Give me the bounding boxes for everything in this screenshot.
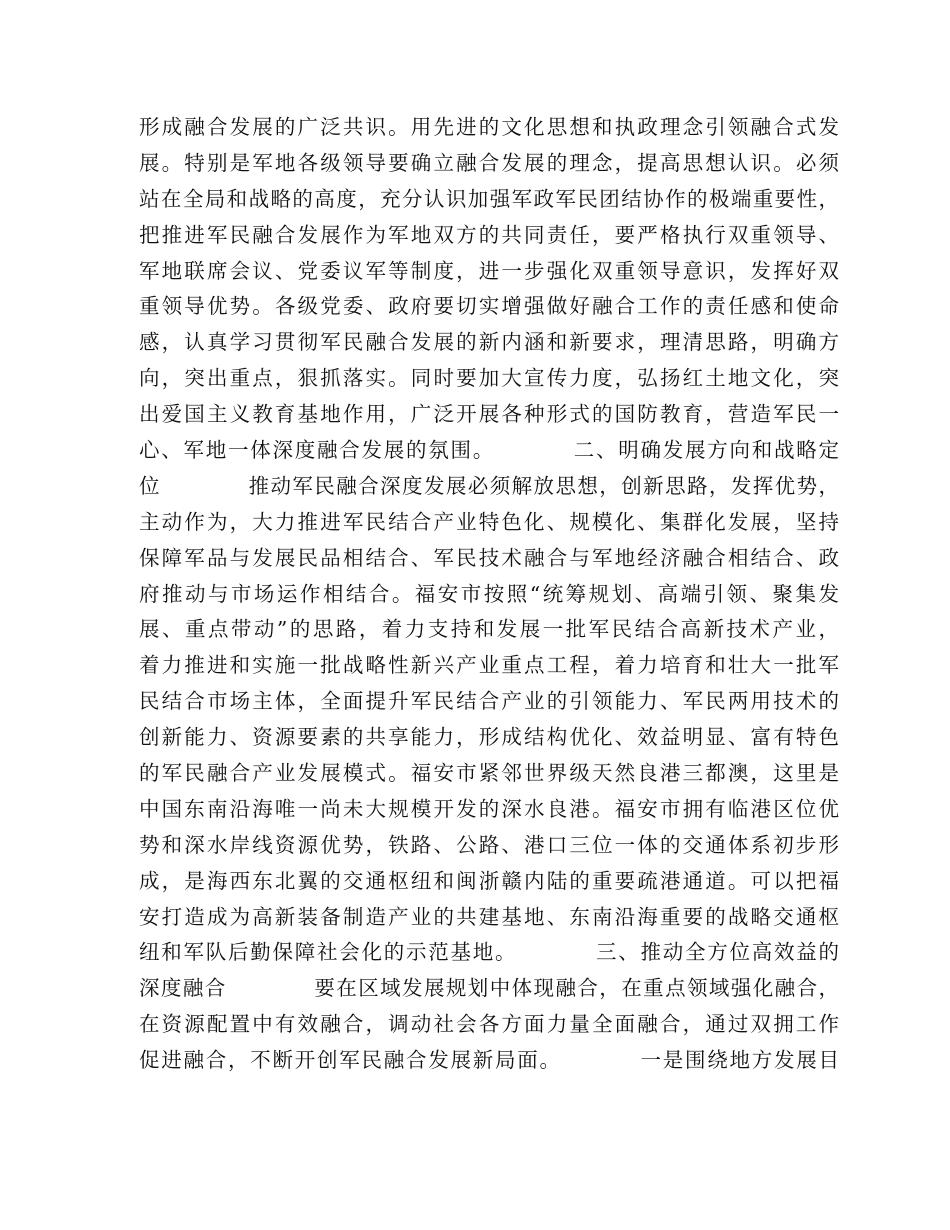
text-line: 位 推动军民融合深度发展必须解放思想，创新思路，发挥优势， [139,473,839,498]
text-line: 展。特别是军地各级领导要确立融合发展的理念，提高思想认识。必须 [139,150,839,175]
text-line: 向，突出重点，狠抓落实。同时要加大宣传力度，弘扬红土地文化，突 [139,366,839,391]
text-line: 站在全局和战略的高度，充分认识加强军政军民团结协作的极端重要性， [139,186,839,211]
text-line: 出爱国主义教育基地作用，广泛开展各种形式的国防教育，营造军民一 [139,402,839,427]
text-line: 心、军地一体深度融合发展的氛围。 二、明确发展方向和战略定 [139,438,839,463]
body-text [139,110,839,1079]
text-line: 势和深水岸线资源优势，铁路、公路、港口三位一体的交通体系初步形 [139,832,839,857]
text-line: 把推进军民融合发展作为军地双方的共同责任，要严格执行双重领导、 [139,222,839,247]
text-line: 感，认真学习贯彻军民融合发展的新内涵和新要求，理清思路，明确方 [139,330,839,355]
text-line: 保障军品与发展民品相结合、军民技术融合与军地经济融合相结合、政 [139,545,839,570]
text-line: 成，是海西东北翼的交通枢纽和闽浙赣内陆的重要疏港通道。可以把福 [139,868,839,893]
text-line: 创新能力、资源要素的共享能力，形成结构优化、效益明显、富有特色 [139,725,839,750]
text-line: 在资源配置中有效融合，调动社会各方面力量全面融合，通过双拥工作 [139,1012,839,1037]
text-line: 着力推进和实施一批战略性新兴产业重点工程，着力培育和壮大一批军 [139,653,839,678]
text-line: 重领导优势。各级党委、政府要切实增强做好融合工作的责任感和使命 [139,294,839,319]
text-line: 形成融合发展的广泛共识。用先进的文化思想和执政理念引领融合式发 [139,115,839,139]
text-line: 主动作为，大力推进军民结合产业特色化、规模化、集群化发展，坚持 [139,509,839,534]
text-line: 民结合市场主体，全面提升军民结合产业的引领能力、军民两用技术的 [139,689,839,714]
text-line: 安打造成为高新装备制造产业的共建基地、东南沿海重要的战略交通枢 [139,904,839,929]
text-line: 纽和军队后勤保障社会化的示范基地。 三、推动全方位高效益的 [139,940,839,965]
text-line: 的军民融合产业发展模式。福安市紧邻世界级天然良港三都澳，这里是 [139,761,839,786]
text-line: 展、重点带动”的思路，着力支持和发展一批军民结合高新技术产业， [139,617,839,642]
text-line: 促进融合，不断开创军民融合发展新局面。 一是围绕地方发展目 [139,1048,839,1073]
text-line: 军地联席会议、党委议军等制度，进一步强化双重领导意识，发挥好双 [139,258,839,283]
text-line: 深度融合 要在区域发展规划中体现融合，在重点领域强化融合， [139,976,839,1001]
text-line: 中国东南沿海唯一尚未大规模开发的深水良港。福安市拥有临港区位优 [139,796,839,821]
text-line: 府推动与市场运作相结合。福安市按照“统筹规划、高端引领、聚集发 [139,581,839,606]
